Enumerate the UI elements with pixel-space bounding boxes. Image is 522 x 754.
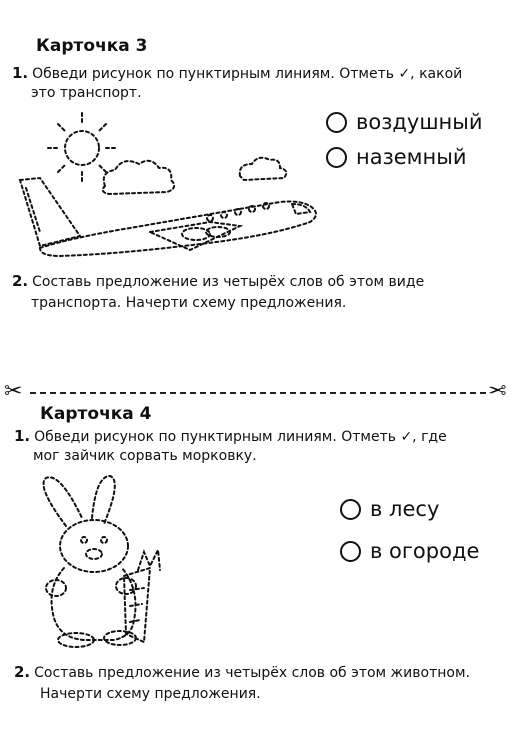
task-text-cont: это транспорт. [31, 85, 142, 101]
task-number: 1. [14, 427, 31, 445]
option-label: в лесу [370, 497, 440, 521]
card-3-task-1 [12, 64, 462, 103]
task-text: Составь предложение из четырёх слов об этом животном. [34, 665, 470, 681]
task-text: Составь предложение из четырёх слов об этом виде [32, 274, 425, 290]
scissors-icon: ✂ [488, 379, 507, 404]
radio-circle[interactable] [340, 499, 361, 520]
option-label: воздушный [356, 110, 483, 134]
task-text-cont: транспорта. Начерти схему предложения. [31, 295, 347, 311]
task-number: 2. [12, 272, 29, 290]
task-text-cont: мог зайчик сорвать морковку. [33, 448, 257, 464]
option-ground[interactable] [326, 145, 467, 169]
scissors-icon: ✂ [4, 379, 23, 404]
card-4-task-2 [14, 663, 470, 704]
task-text-cont: Начерти схему предложения. [40, 686, 261, 702]
card-3-task-2 [12, 272, 424, 313]
option-label: наземный [356, 145, 467, 169]
option-garden[interactable] [340, 539, 479, 563]
airplane-trace-drawing [10, 108, 330, 268]
radio-circle[interactable] [326, 147, 347, 168]
radio-circle[interactable] [326, 112, 347, 133]
card-4-task-1 [14, 427, 447, 466]
option-label: в огороде [370, 539, 480, 563]
cut-line [30, 392, 486, 394]
task-number: 1. [12, 64, 29, 82]
radio-circle[interactable] [340, 541, 361, 562]
option-air[interactable] [326, 110, 483, 134]
bunny-trace-drawing [26, 470, 196, 650]
card-4-title: Карточка 4 [40, 404, 152, 424]
task-text: Обведи рисунок по пунктирным линиям. Отметь ✓, какой [32, 66, 463, 82]
task-number: 2. [14, 663, 31, 681]
option-forest[interactable] [340, 497, 439, 521]
card-3-title: Карточка 3 [36, 36, 148, 56]
task-text: Обведи рисунок по пунктирным линиям. Отметь ✓, где [34, 429, 447, 445]
